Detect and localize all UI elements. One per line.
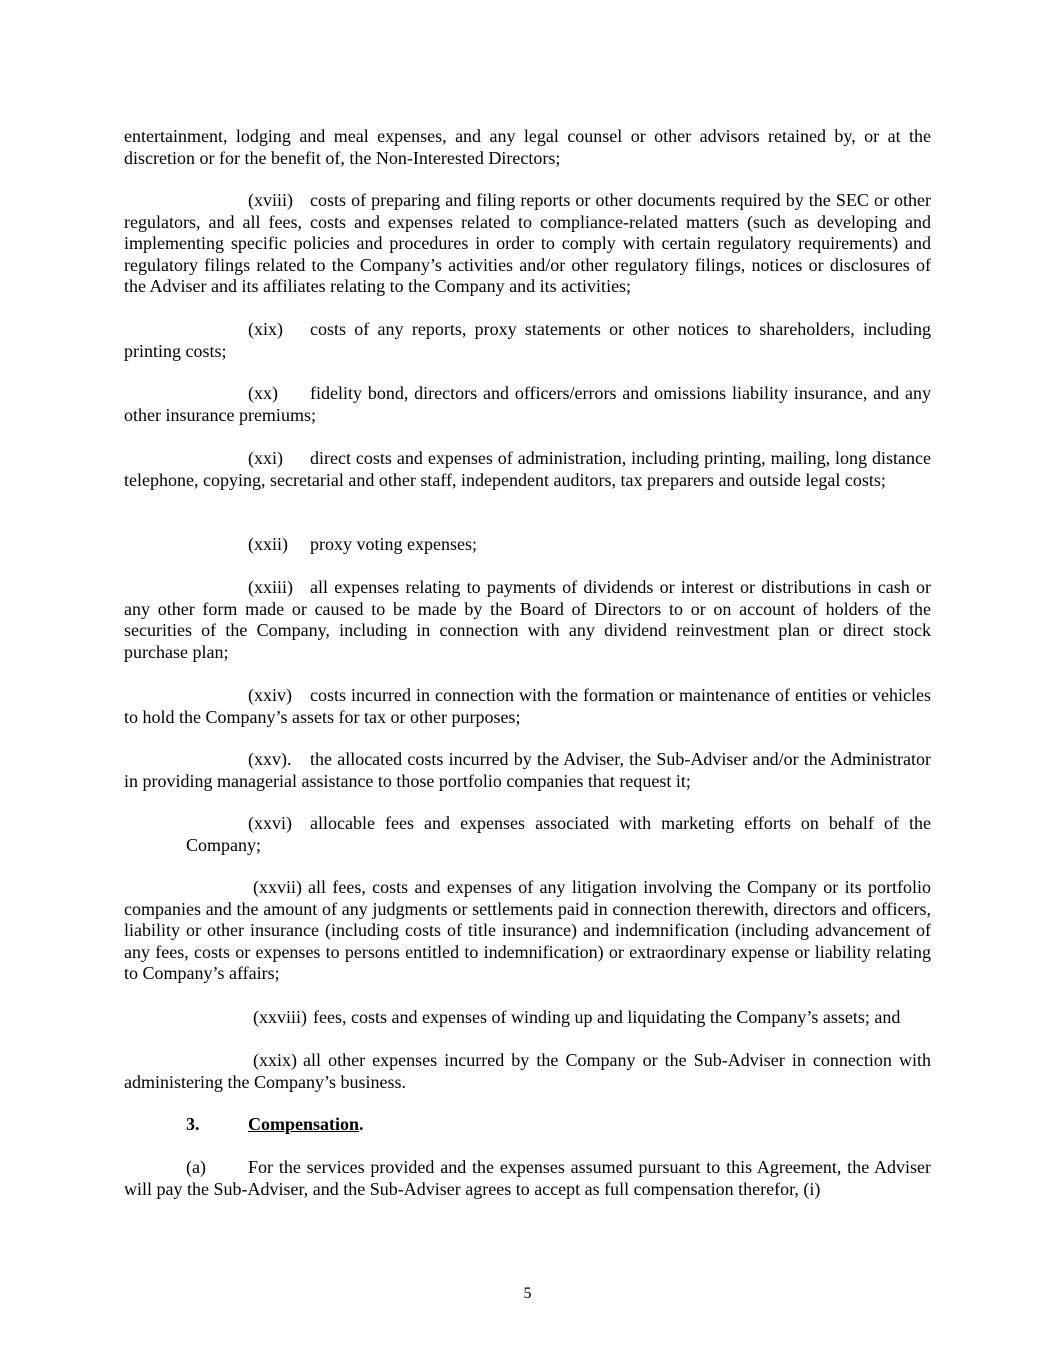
clause-label: (xxvi) xyxy=(248,813,292,833)
clause-text: allocable fees and expenses associated with marketing efforts on behalf of the Company; xyxy=(186,813,931,855)
section-number: 3. xyxy=(186,1114,200,1134)
clause-label: (a) xyxy=(186,1157,206,1177)
clause-text: For the services provided and the expenses assumed pursuant to this Agreement, the Adviser will pay the Sub-Adviser, and the Sub-Adviser agrees to accept as full compensation therefor, (i) xyxy=(124,1157,931,1199)
clause-xxiv xyxy=(124,685,931,728)
clause-text: all other expenses incurred by the Company or the Sub-Adviser in connection with administering the Company’s business. xyxy=(124,1050,931,1092)
clause-label: (xxv). xyxy=(248,749,292,769)
clause-xxiii xyxy=(124,577,931,663)
clause-xxi xyxy=(124,448,931,491)
clause-text: direct costs and expenses of administration, including printing, mailing, long distance telephone, copying, secretarial and other staff, independent auditors, tax preparers and outside legal costs; xyxy=(124,448,931,490)
clause-text: the allocated costs incurred by the Adviser, the Sub-Adviser and/or the Administrator in providing managerial assistance to those portfolio companies that request it; xyxy=(124,749,931,791)
clause-label: (xix) xyxy=(248,319,283,339)
page-number: 5 xyxy=(523,1285,532,1302)
clause-text: proxy voting expenses; xyxy=(310,534,477,554)
clause-text: fidelity bond, directors and officers/errors and omissions liability insurance, and any other insurance premiums; xyxy=(124,383,931,425)
clause-label: (xxiii) xyxy=(248,577,293,597)
clause-xxii xyxy=(124,534,931,556)
clause-xxvi xyxy=(124,813,931,856)
clause-text: costs incurred in connection with the formation or maintenance of entities or vehicles to hold the Company’s assets for tax or other purposes; xyxy=(124,685,931,727)
clause-label: (xx) xyxy=(248,383,278,403)
clause-text: costs of any reports, proxy statements or other notices to shareholders, including printing costs; xyxy=(124,319,931,361)
clause-xxvii xyxy=(124,877,931,985)
clause-xxv xyxy=(124,749,931,792)
section-heading xyxy=(186,1114,886,1136)
clause-xxix xyxy=(124,1050,931,1093)
clause-text: all expenses relating to payments of dividends or interest or distributions in cash or any other form made or caused to be made by the Board of Directors to or on account of holders of the securities of the Company, including in connection with any dividend reinvestment plan or direct stock purchase plan; xyxy=(124,577,931,662)
clause-label: (xxviii) xyxy=(253,1007,307,1027)
paragraph-continuation xyxy=(124,126,931,169)
clause-text: costs of preparing and filing reports or other documents required by the SEC or other regulators, and all fees, costs and expenses related to compliance-related matters (such as developing and implementing specific policies and procedures in order to comply with certain regulatory requirements) and regulatory filings related to the Company’s activities and/or other regulatory filings, notices or disclosures of the Adviser and its affiliates relating to the Company and its activities; xyxy=(124,190,931,296)
clause-xxviii xyxy=(124,1007,931,1029)
clause-text: fees, costs and expenses of winding up and liquidating the Company’s assets; and xyxy=(313,1007,901,1027)
clause-xix xyxy=(124,319,931,362)
section-title: Compensation xyxy=(248,1114,360,1134)
clause-label: (xxiv) xyxy=(248,685,292,705)
clause-xx xyxy=(124,383,931,426)
clause-a xyxy=(124,1157,931,1200)
clause-label: (xviii) xyxy=(248,190,293,210)
clause-label: (xxii) xyxy=(248,534,288,554)
clause-xviii xyxy=(124,190,931,298)
clause-label: (xxi) xyxy=(248,448,283,468)
section-period: . xyxy=(359,1114,364,1134)
clause-label: (xxvii) xyxy=(253,877,302,897)
clause-text: all fees, costs and expenses of any litigation involving the Company or its portfolio companies and the amount of any judgments or settlements paid in connection therewith, directors and officers, liability or other insurance (including costs of title insurance) and indemnification (including advancement of any fees, costs or expenses to persons entitled to indemnification) or extraordinary expense or liability relating to Company’s affairs; xyxy=(124,877,931,983)
paragraph-text: entertainment, lodging and meal expenses, and any legal counsel or other advisors retained by, or at the discretion or for the benefit of, the Non-Interested Directors; xyxy=(124,126,931,168)
clause-label: (xxix) xyxy=(253,1050,297,1070)
